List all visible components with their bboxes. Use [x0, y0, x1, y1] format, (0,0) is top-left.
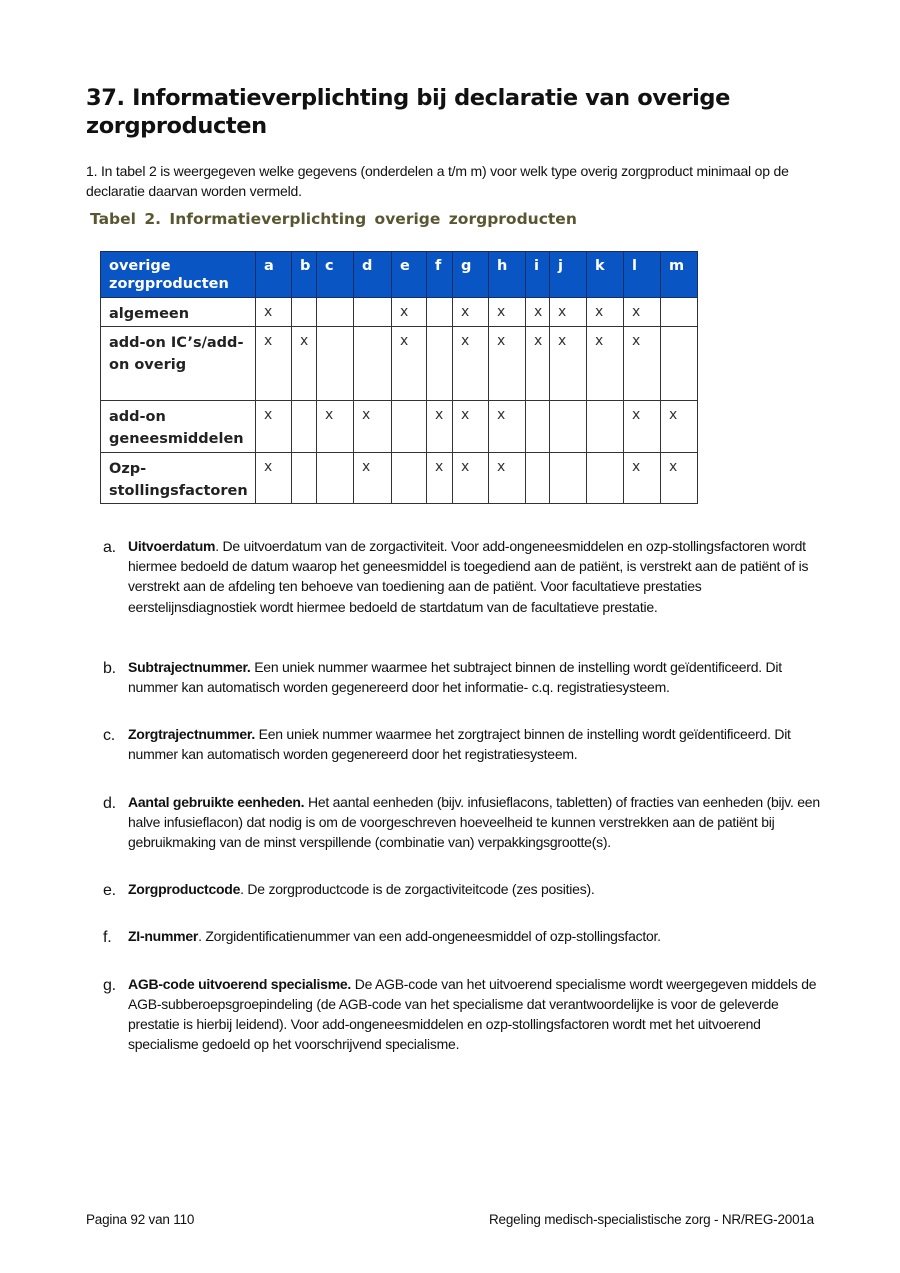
table-cell: x: [550, 327, 587, 401]
table-cell: x: [453, 298, 489, 327]
definition-text: . De uitvoerdatum van de zorgactiviteit. Voor add-ongeneesmiddelen en ozp-stollingsfactoren wordt hiermee bedoeld de datum waarop het geneesmiddel is toegediend aan de patiënt, is verstrekt aan de patiënt of is verstrekt aan de afdeling ten behoeve van toediening aan de patiënt. Voor facultatieve prestaties eerstelijnsdiagnostiek wordt hiermee bedoeld de startdatum van de facultatieve prestatie.: [128, 538, 809, 615]
table-cell: x: [489, 327, 526, 401]
list-marker: d.: [103, 794, 116, 812]
table-cell: [292, 453, 317, 504]
table-cell: x: [453, 327, 489, 401]
column-header: a: [256, 252, 292, 298]
table-cell: x: [427, 401, 453, 453]
table-cell: [550, 401, 587, 453]
row-label: Ozp-stollingsfactoren: [101, 453, 256, 504]
column-header: e: [392, 252, 427, 298]
table-cell: x: [526, 327, 550, 401]
page-title: 37. Informatieverplichting bij declaratie van overige zorgproducten: [86, 85, 730, 139]
table-cell: [427, 298, 453, 327]
column-header: f: [427, 252, 453, 298]
definition-text: . Zorgidentificatienummer van een add-ongeneesmiddel of ozp-stollingsfactor.: [198, 928, 661, 945]
table-row: [101, 453, 698, 504]
table-cell: x: [427, 453, 453, 504]
definition-term: Zorgtrajectnummer.: [128, 726, 255, 743]
table-cell: [292, 401, 317, 453]
list-marker: f.: [103, 929, 112, 947]
definition-term: ZI-nummer: [128, 928, 199, 945]
table-cell: [392, 453, 427, 504]
definition-term: Zorgproductcode: [128, 881, 241, 898]
table-cell: x: [256, 298, 292, 327]
table-cell: x: [354, 453, 392, 504]
row-label: algemeen: [101, 298, 256, 327]
table-cell: x: [453, 453, 489, 504]
definitions-list: [103, 536, 823, 1054]
table-cell: x: [661, 453, 698, 504]
column-header: overige zorgproducten: [101, 252, 256, 298]
definition-item: [103, 792, 823, 853]
column-header: l: [624, 252, 661, 298]
table-cell: x: [392, 298, 427, 327]
table-cell: x: [526, 298, 550, 327]
definition-term: Subtrajectnummer.: [128, 658, 251, 675]
table-cell: [587, 401, 624, 453]
table-cell: x: [624, 401, 661, 453]
definition-text: Een uniek nummer waarmee het zorgtraject binnen de instelling wordt geïdentificeerd. Dit nummer kan automatisch worden gegenereerd door het registratiesysteem.: [128, 726, 791, 763]
column-header: m: [661, 252, 698, 298]
column-header: g: [453, 252, 489, 298]
table-cell: [526, 453, 550, 504]
table-cell: [354, 327, 392, 401]
definition-text: . De zorgproductcode is de zorgactiviteitcode (zes posities).: [240, 881, 595, 898]
table-header-row: [101, 252, 698, 298]
row-label: add-on IC’s/add-on overig: [101, 327, 256, 401]
table-cell: x: [624, 327, 661, 401]
table-cell: [526, 401, 550, 453]
table-cell: x: [354, 401, 392, 453]
table-cell: x: [256, 401, 292, 453]
table-row: [101, 401, 698, 453]
definition-text: Het aantal eenheden (bijv. infusieflacons, tabletten) of fracties van eenheden (bijv. een halve infusieflacon) dat nodig is om de voorgeschreven hoeveelheid te kunnen verstrekken aan de patiënt bij gebruikmaking van de minst verspillende (combinatie van) verpakkingsgrootte(s).: [128, 793, 820, 851]
column-header: c: [317, 252, 354, 298]
information-obligation-table: [100, 251, 698, 504]
table-cell: x: [661, 401, 698, 453]
table-row: [101, 327, 698, 401]
list-marker: b.: [103, 659, 116, 677]
column-header: k: [587, 252, 624, 298]
definition-item: [103, 536, 823, 617]
definition-item: [103, 879, 823, 899]
table-cell: [661, 327, 698, 401]
definition-term: Uitvoerdatum: [128, 538, 216, 554]
table-cell: x: [587, 327, 624, 401]
table-cell: [392, 401, 427, 453]
column-header: h: [489, 252, 526, 298]
column-header: d: [354, 252, 392, 298]
definition-item: [103, 724, 823, 764]
table-cell: x: [453, 401, 489, 453]
table-cell: [292, 298, 317, 327]
page-number: Pagina 92 van 110: [86, 1212, 195, 1227]
table-cell: [317, 298, 354, 327]
table-cell: x: [550, 298, 587, 327]
document-reference: Regeling medisch-specialistische zorg - NR/REG-2001a: [489, 1212, 814, 1227]
intro-paragraph: 1. In tabel 2 is weergegeven welke gegevens (onderdelen a t/m m) voor welk type overig zorgproduct minimaal op de declaratie daarvan worden vermeld.: [86, 163, 789, 199]
table-cell: x: [624, 453, 661, 504]
table-cell: x: [489, 401, 526, 453]
definition-item: [103, 657, 823, 697]
table-cell: x: [624, 298, 661, 327]
table-cell: x: [587, 298, 624, 327]
table-caption: Tabel 2. Informatieverplichting overige zorgproducten: [90, 210, 577, 228]
table-cell: x: [489, 453, 526, 504]
column-header: j: [550, 252, 587, 298]
table-cell: [661, 298, 698, 327]
table-cell: x: [292, 327, 317, 401]
list-marker: g.: [103, 976, 116, 994]
table-cell: [354, 298, 392, 327]
row-label: add-on geneesmiddelen: [101, 401, 256, 453]
table-cell: [317, 453, 354, 504]
table-cell: x: [317, 401, 354, 453]
list-marker: a.: [103, 539, 116, 556]
table-cell: [317, 327, 354, 401]
table-cell: [587, 453, 624, 504]
definition-item: [103, 926, 823, 946]
definition-term: Aantal gebruikte eenheden.: [128, 793, 305, 810]
table-cell: x: [489, 298, 526, 327]
definition-text: De AGB-code van het uitvoerend specialisme wordt weergegeven middels de AGB-subberoepsgroepindeling (de AGB-code van het specialisme dat verantwoordelijke is voor de geleverde prestatie is hierbij leidend). Voor add-ongeneesmiddelen en ozp-stollingsfactoren wordt met het uitvoerend specialisme gedoeld op het voorschrijvend specialisme.: [128, 975, 817, 1053]
column-header: i: [526, 252, 550, 298]
definition-item: [103, 974, 823, 1055]
column-header: b: [292, 252, 317, 298]
table-cell: x: [256, 453, 292, 504]
table-cell: x: [256, 327, 292, 401]
list-marker: e.: [103, 882, 116, 900]
table-cell: [427, 327, 453, 401]
table-cell: [550, 453, 587, 504]
table-cell: x: [392, 327, 427, 401]
table-row: [101, 298, 698, 327]
list-marker: c.: [103, 727, 115, 745]
definition-text: Een uniek nummer waarmee het subtraject binnen de instelling wordt geïdentificeerd. Dit nummer kan automatisch worden gegenereerd door het informatie- c.q. registratiesysteem.: [128, 658, 782, 696]
definition-term: AGB-code uitvoerend specialisme.: [128, 975, 352, 992]
